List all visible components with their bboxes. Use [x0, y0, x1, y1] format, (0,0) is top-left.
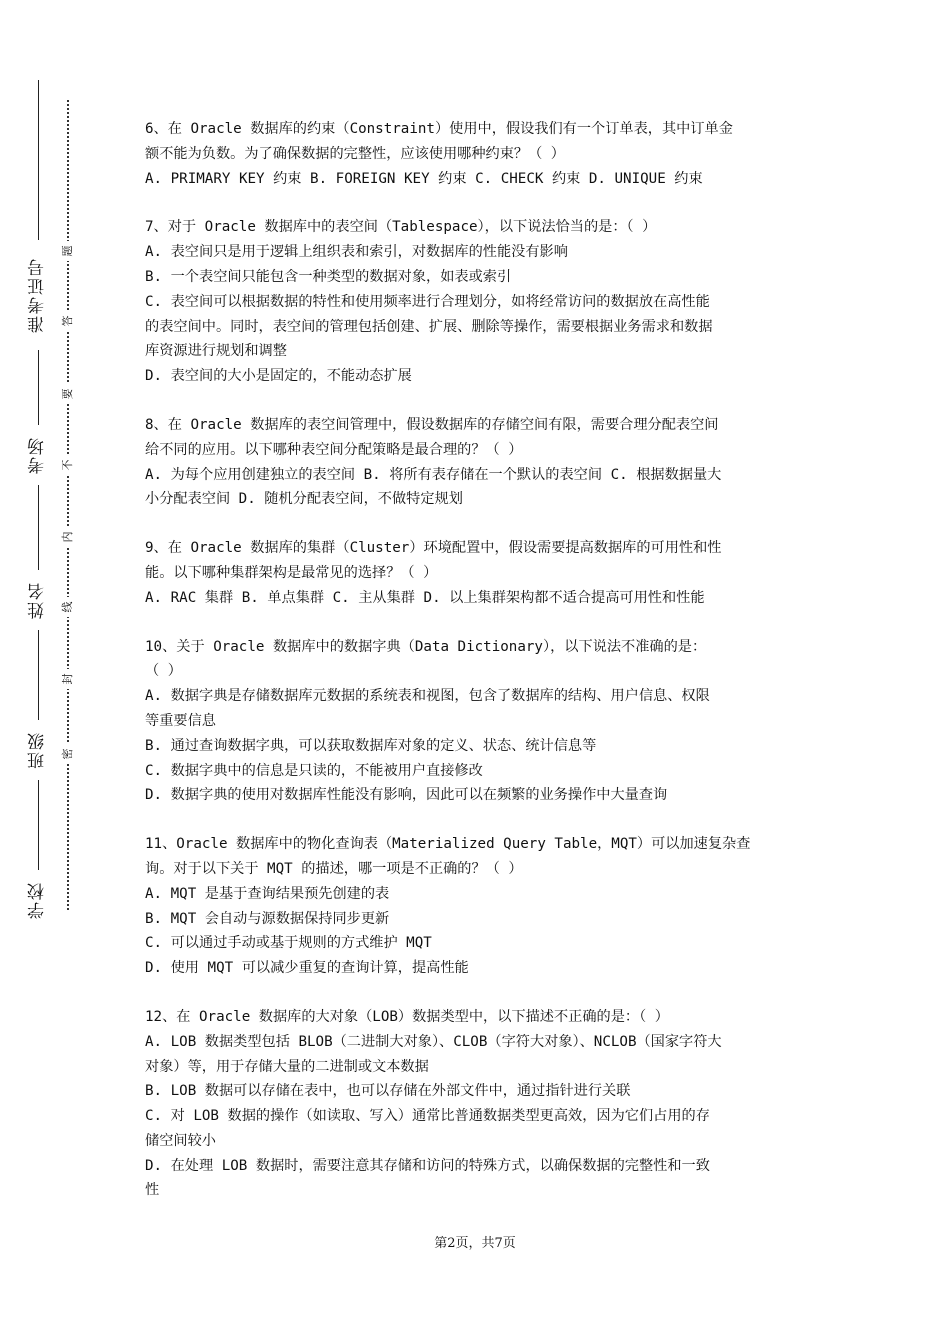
question-line: 12、在 Oracle 数据库的大对象（LOB）数据类型中，以下描述不正确的是：（ ）: [145, 1008, 669, 1025]
option-a-cont: 等重要信息: [145, 712, 216, 729]
option-c: C. 表空间可以根据数据的特性和使用频率进行合理划分，如将经常访问的数据放在高性能: [145, 293, 710, 310]
question-7: [145, 215, 815, 389]
seal-char: 密: [59, 744, 77, 764]
question-line: 额不能为负数。为了确保数据的完整性，应该使用哪种约束？（ ）: [145, 145, 565, 162]
seal-char: 封: [59, 669, 77, 689]
question-options: A. 为每个应用创建独立的表空间 B. 将所有表存储在一个默认的表空间 C. 根据数据量大: [145, 466, 722, 483]
question-list: [145, 117, 815, 1227]
option-a: A. 数据字典是存储数据库元数据的系统表和视图，包含了数据库的结构、用户信息、权限: [145, 688, 710, 705]
option-d: D. 表空间的大小是固定的，不能动态扩展: [145, 368, 412, 385]
option-c-cont: 储空间较小: [145, 1132, 216, 1149]
option-a: A. 表空间只是用于逻辑上组织表和索引，对数据库的性能没有影响: [145, 244, 568, 261]
seal-char: 线: [59, 597, 77, 617]
option-b: B. MQT 会自动与源数据保持同步更新: [145, 910, 390, 927]
option-c-cont: 的表空间中。同时，表空间的管理包括创建、扩展、删除等操作，需要根据业务需求和数据: [145, 318, 713, 335]
option-b: B. LOB 数据可以存储在表中，也可以存储在外部文件中，通过指针进行关联: [145, 1083, 631, 1100]
label-school: 学校: [22, 870, 54, 930]
label-admission-number: 准考证号: [22, 240, 54, 350]
question-line: 询。对于以下关于 MQT 的描述，哪一项是不正确的？（ ）: [145, 860, 523, 877]
seal-char: 答: [59, 311, 77, 331]
seal-char: 内: [59, 527, 77, 547]
option-b: B. 通过查询数据字典，可以获取数据库对象的定义、状态、统计信息等: [145, 737, 597, 754]
seal-char: 题: [59, 241, 77, 261]
question-line: 7、对于 Oracle 数据库中的表空间（Tablespace），以下说法恰当的是：（ ）: [145, 219, 657, 236]
seal-char: 要: [59, 384, 77, 404]
question-10: [145, 635, 815, 809]
label-class: 班级: [22, 720, 54, 780]
option-d-cont: 性: [145, 1182, 160, 1199]
option-c: C. 对 LOB 数据的操作（如读取、写入）通常比普通数据类型更高效，因为它们占用的存: [145, 1108, 710, 1125]
seal-dotted-line: [67, 100, 69, 910]
question-options: 小分配表空间 D. 随机分配表空间，不做特定规划: [145, 491, 463, 508]
question-line: 给不同的应用。以下哪种表空间分配策略是最合理的？（ ）: [145, 441, 523, 458]
question-9: [145, 536, 815, 610]
question-11: [145, 832, 815, 981]
question-options: A. RAC 集群 B. 单点集群 C. 主从集群 D. 以上集群架构都不适合提高可用性和性能: [145, 589, 705, 606]
option-a: A. MQT 是基于查询结果预先创建的表: [145, 885, 390, 902]
binding-margin: [0, 80, 90, 920]
option-c: C. 可以通过手动或基于规则的方式维护 MQT: [145, 935, 432, 952]
question-line: 9、在 Oracle 数据库的集群（Cluster）环境配置中，假设需要提高数据库的可用性和性: [145, 540, 722, 557]
binding-line: [38, 80, 39, 920]
option-d: D. 在处理 LOB 数据时，需要注意其存储和访问的特殊方式，以确保数据的完整性和一致: [145, 1157, 710, 1174]
question-line: （ ）: [145, 663, 182, 680]
page-footer: 第2页，共7页: [434, 1236, 516, 1251]
seal-char: 不: [59, 455, 77, 475]
label-exam-room: 考场: [22, 425, 54, 485]
question-line: 10、关于 Oracle 数据库中的数据字典（Data Dictionary），以下说法不准确的是：: [145, 638, 707, 655]
question-line: 8、在 Oracle 数据库的表空间管理中，假设数据库的存储空间有限，需要合理分配表空间: [145, 416, 719, 433]
question-line: 11、Oracle 数据库中的物化查询表（Materialized Query Table，MQT）可以加速复杂查: [145, 836, 751, 853]
option-d: D. 数据字典的使用对数据库性能没有影响，因此可以在频繁的业务操作中大量查询: [145, 787, 668, 804]
question-options: A. PRIMARY KEY 约束 B. FOREIGN KEY 约束 C. CHECK 约束 D. UNIQUE 约束: [145, 170, 703, 187]
option-d: D. 使用 MQT 可以减少重复的查询计算，提高性能: [145, 960, 469, 977]
question-6: [145, 117, 815, 191]
question-line: 能。以下哪种集群架构是最常见的选择？（ ）: [145, 564, 438, 581]
question-line: 6、在 Oracle 数据库的约束（Constraint）使用中，假设我们有一个订单表，其中订单金: [145, 121, 733, 137]
option-a-cont: 对象）等，用于存储大量的二进制或文本数据: [145, 1058, 429, 1075]
question-8: [145, 413, 815, 512]
label-name: 姓名: [22, 570, 54, 630]
option-c: C. 数据字典中的信息是只读的，不能被用户直接修改: [145, 762, 483, 779]
option-b: B. 一个表空间只能包含一种类型的数据对象，如表或索引: [145, 268, 512, 285]
question-12: [145, 1005, 815, 1203]
option-a: A. LOB 数据类型包括 BLOB（二进制大对象）、CLOB（字符大对象）、NCLOB（国家字符大: [145, 1033, 722, 1050]
option-c-cont: 库资源进行规划和调整: [145, 343, 287, 360]
